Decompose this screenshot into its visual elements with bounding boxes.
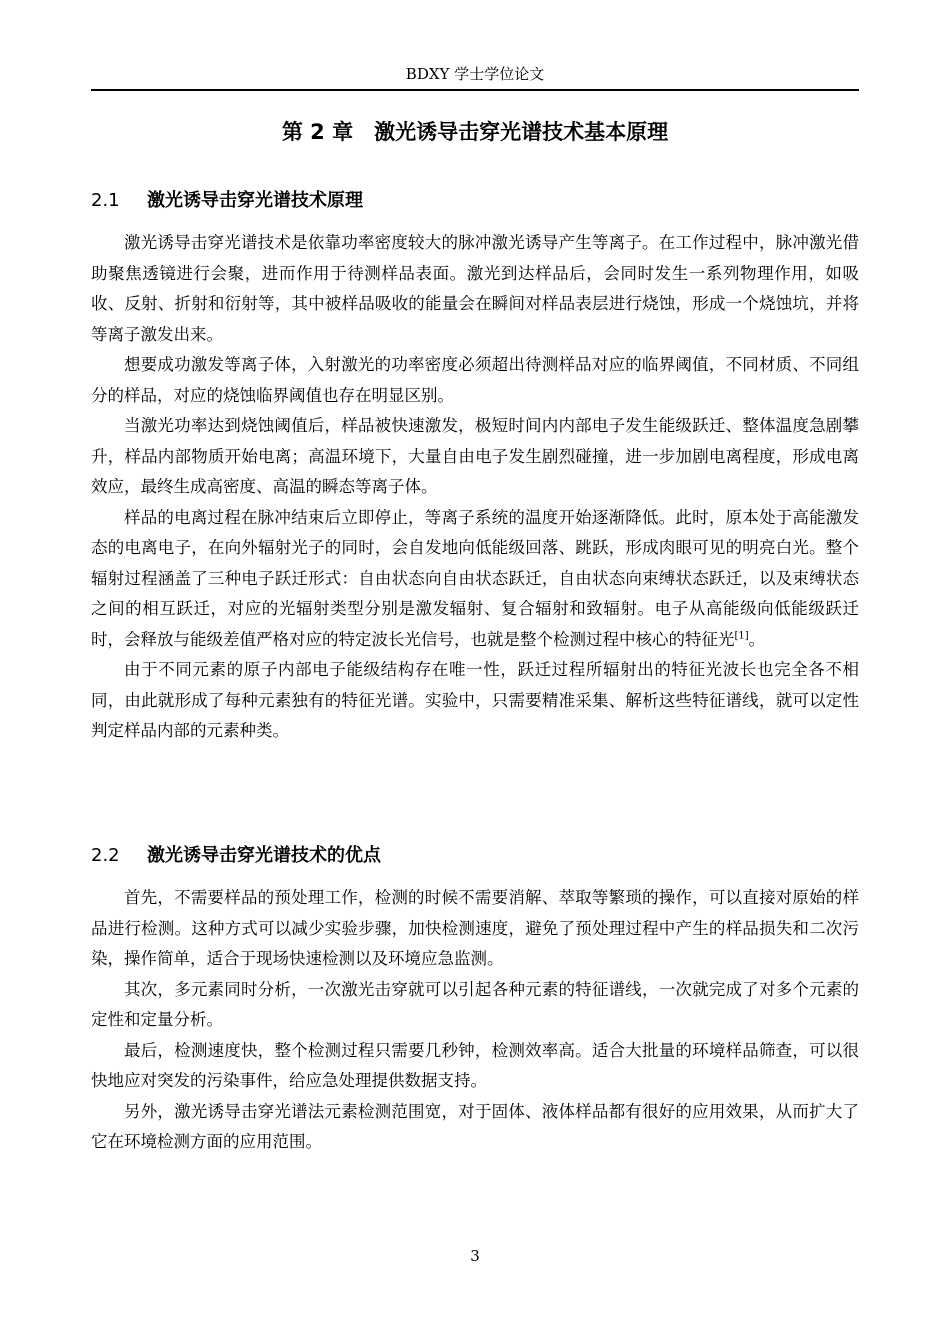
header-rule: [91, 89, 859, 91]
paragraph: 首先，不需要样品的预处理工作，检测的时候不需要消解、萃取等繁琐的操作，可以直接对原始的样品进行检测。这种方式可以减少实验步骤，加快检测速度，避免了预处理过程中产生的样品损失和二次污染，操作简单，适合于现场快速检测以及环境应急监测。: [91, 888, 859, 968]
paragraph-with-citation: [91, 503, 859, 656]
page-number: 3: [470, 1247, 480, 1265]
paragraph-text: 样品的电离过程在脉冲结束后立即停止，等离子系统的温度开始逐渐降低。此时，原本处于高能激发态的电离电子，在向外辐射光子的同时，会自发地向低能级回落、跳跃，形成肉眼可见的明亮白光。整个辐射过程涵盖了三种电子跃迁形式：自由状态向自由状态跃迁，自由状态向束缚状态跃迁，以及束缚状态之间的相互跃迁，对应的光辐射类型分别是激发辐射、复合辐射和致辐射。电子从高能级向低能级跃迁时，会释放与能级差值严格对应的特定波长光信号，也就是整个检测过程中核心的特征光: [91, 507, 859, 649]
paragraph-end: 。: [748, 629, 766, 649]
section-body-2-2: [91, 883, 859, 1158]
section-heading-2-1: [91, 188, 859, 214]
paragraph: 最后，检测速度快，整个检测过程只需要几秒钟，检测效率高。适合大批量的环境样品筛查，可以很快地应对突发的污染事件，给应急处理提供数据支持。: [91, 1040, 859, 1090]
section-body-2-1: [91, 228, 859, 747]
section-number: 2.2: [91, 845, 120, 866]
section-heading-2-2: [91, 843, 859, 869]
paragraph: 其次，多元素同时分析，一次激光击穿就可以引起各种元素的特征谱线，一次就完成了对多个元素的定性和定量分析。: [91, 979, 859, 1029]
chapter-title: 第 2 章 激光诱导击穿光谱技术基本原理: [281, 120, 669, 144]
paragraph: 由于不同元素的原子内部电子能级结构存在唯一性，跃迁过程所辐射出的特征光波长也完全各不相同，由此就形成了每种元素独有的特征光谱。实验中，只需要精准采集、解析这些特征谱线，就可以定性判定样品内部的元素种类。: [91, 660, 859, 740]
section-title-text: 激光诱导击穿光谱技术原理: [147, 190, 363, 211]
running-header: BDXY 学士学位论文: [405, 65, 545, 83]
section-number: 2.1: [91, 190, 120, 211]
paragraph: 当激光功率达到烧蚀阈值后，样品被快速激发，极短时间内内部电子发生能级跃迁、整体温度急剧攀升，样品内部物质开始电离；高温环境下，大量自由电子发生剧烈碰撞，进一步加剧电离程度，形成电离效应，最终生成高密度、高温的瞬态等离子体。: [91, 416, 859, 496]
citation-ref: [1]: [734, 630, 749, 641]
paragraph: 想要成功激发等离子体，入射激光的功率密度必须超出待测样品对应的临界阈值，不同材质、不同组分的样品，对应的烧蚀临界阈值也存在明显区别。: [91, 355, 859, 405]
section-title-text: 激光诱导击穿光谱技术的优点: [147, 845, 381, 866]
paragraph: 激光诱导击穿光谱技术是依靠功率密度较大的脉冲激光诱导产生等离子。在工作过程中，脉冲激光借助聚焦透镜进行会聚，进而作用于待测样品表面。激光到达样品后，会同时发生一系列物理作用，如吸收、反射、折射和衍射等，其中被样品吸收的能量会在瞬间对样品表层进行烧蚀，形成一个烧蚀坑，并将等离子激发出来。: [91, 233, 859, 344]
paragraph: 另外，激光诱导击穿光谱法元素检测范围宽，对于固体、液体样品都有很好的应用效果，从而扩大了它在环境检测方面的应用范围。: [91, 1101, 859, 1151]
